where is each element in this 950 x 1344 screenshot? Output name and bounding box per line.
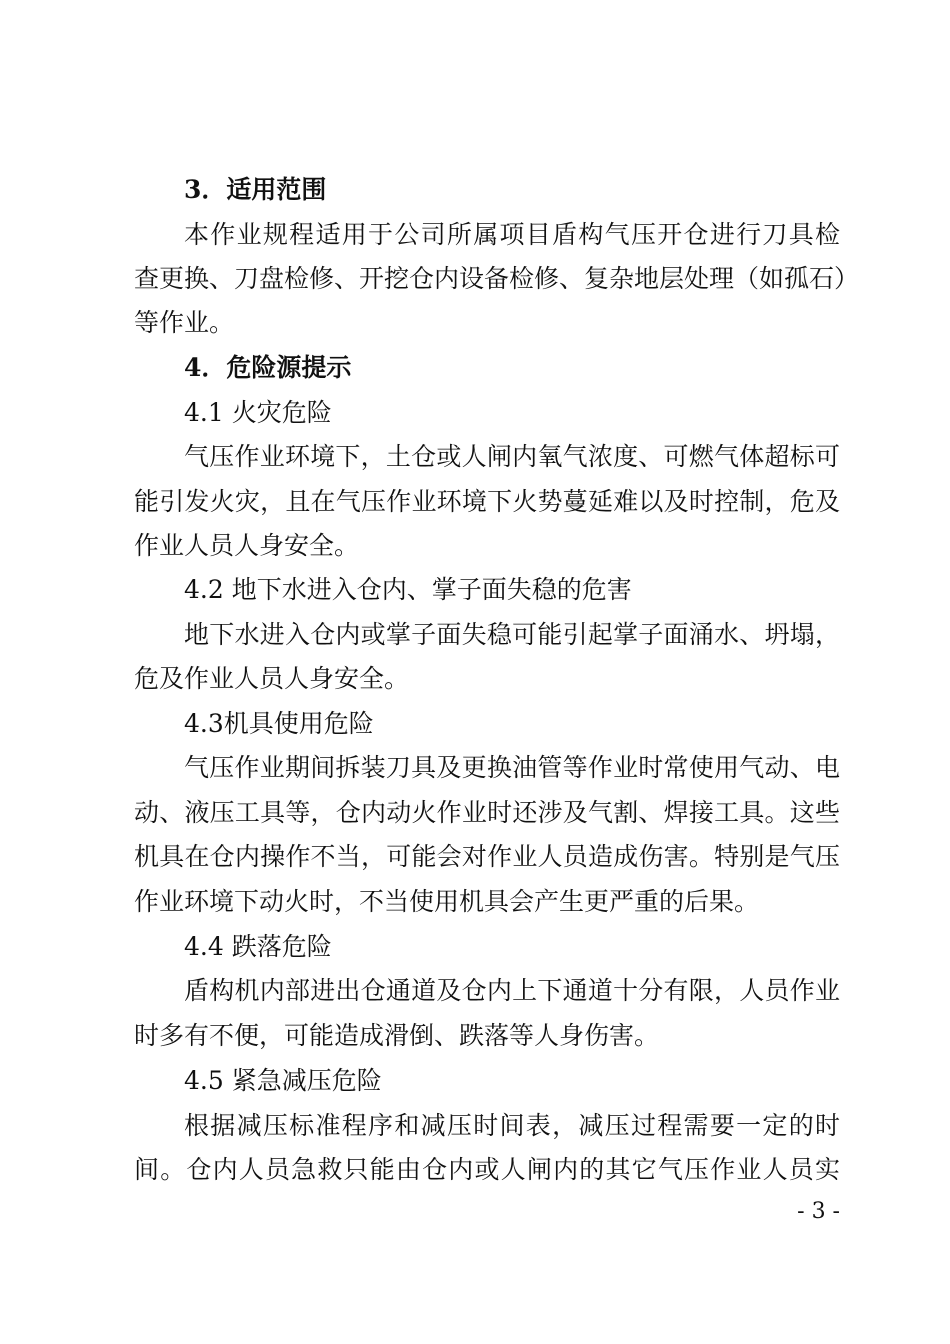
paragraph-line: 间。仓内人员急救只能由仓内或人闸内的其它气压作业人员实 [134, 1155, 840, 1184]
subsection-heading-groundwater: 4.2 地下水进入仓内、掌子面失稳的危害 [184, 575, 632, 604]
paragraph-line: 时多有不便，可能造成滑倒、跌落等人身伤害。 [134, 1021, 660, 1050]
subsection-heading-tools: 4.3机具使用危险 [184, 709, 374, 738]
paragraph-line: 气压作业期间拆装刀具及更换油管等作业时常使用气动、电 [184, 753, 840, 782]
paragraph-line: 气压作业环境下，土仓或人闸内氧气浓度、可燃气体超标可 [184, 442, 840, 471]
paragraph-line: 本作业规程适用于公司所属项目盾构气压开仓进行刀具检 [184, 220, 840, 249]
subsection-heading-fire: 4.1 火灾危险 [184, 398, 332, 427]
paragraph-line: 动、液压工具等，仓内动火作业时还涉及气割、焊接工具。这些 [134, 798, 840, 827]
paragraph-line: 地下水进入仓内或掌子面失稳可能引起掌子面涌水、坍塌， [184, 620, 840, 649]
subsection-heading-decompression: 4.5 紧急减压危险 [184, 1066, 382, 1095]
paragraph-line: 作业环境下动火时，不当使用机具会产生更严重的后果。 [134, 887, 760, 916]
paragraph-line: 等作业。 [134, 308, 235, 337]
subsection-heading-fall: 4.4 跌落危险 [184, 932, 332, 961]
paragraph-line: 作业人员人身安全。 [134, 531, 360, 560]
paragraph-line: 危及作业人员人身安全。 [134, 664, 410, 693]
paragraph-line: 查更换、刀盘检修、开挖仓内设备检修、复杂地层处理（如孤石） [134, 264, 860, 293]
section-heading-scope: 3．适用范围 [184, 175, 327, 204]
paragraph-line: 根据减压标准程序和减压时间表，减压过程需要一定的时 [184, 1111, 840, 1140]
paragraph-line: 能引发火灾，且在气压作业环境下火势蔓延难以及时控制，危及 [134, 487, 840, 516]
paragraph-line: 机具在仓内操作不当，可能会对作业人员造成伤害。特别是气压 [134, 842, 840, 871]
paragraph-line: 盾构机内部进出仓通道及仓内上下通道十分有限，人员作业 [184, 976, 840, 1005]
section-heading-hazards: 4．危险源提示 [184, 353, 352, 382]
page-number: - 3 - [797, 1199, 840, 1224]
